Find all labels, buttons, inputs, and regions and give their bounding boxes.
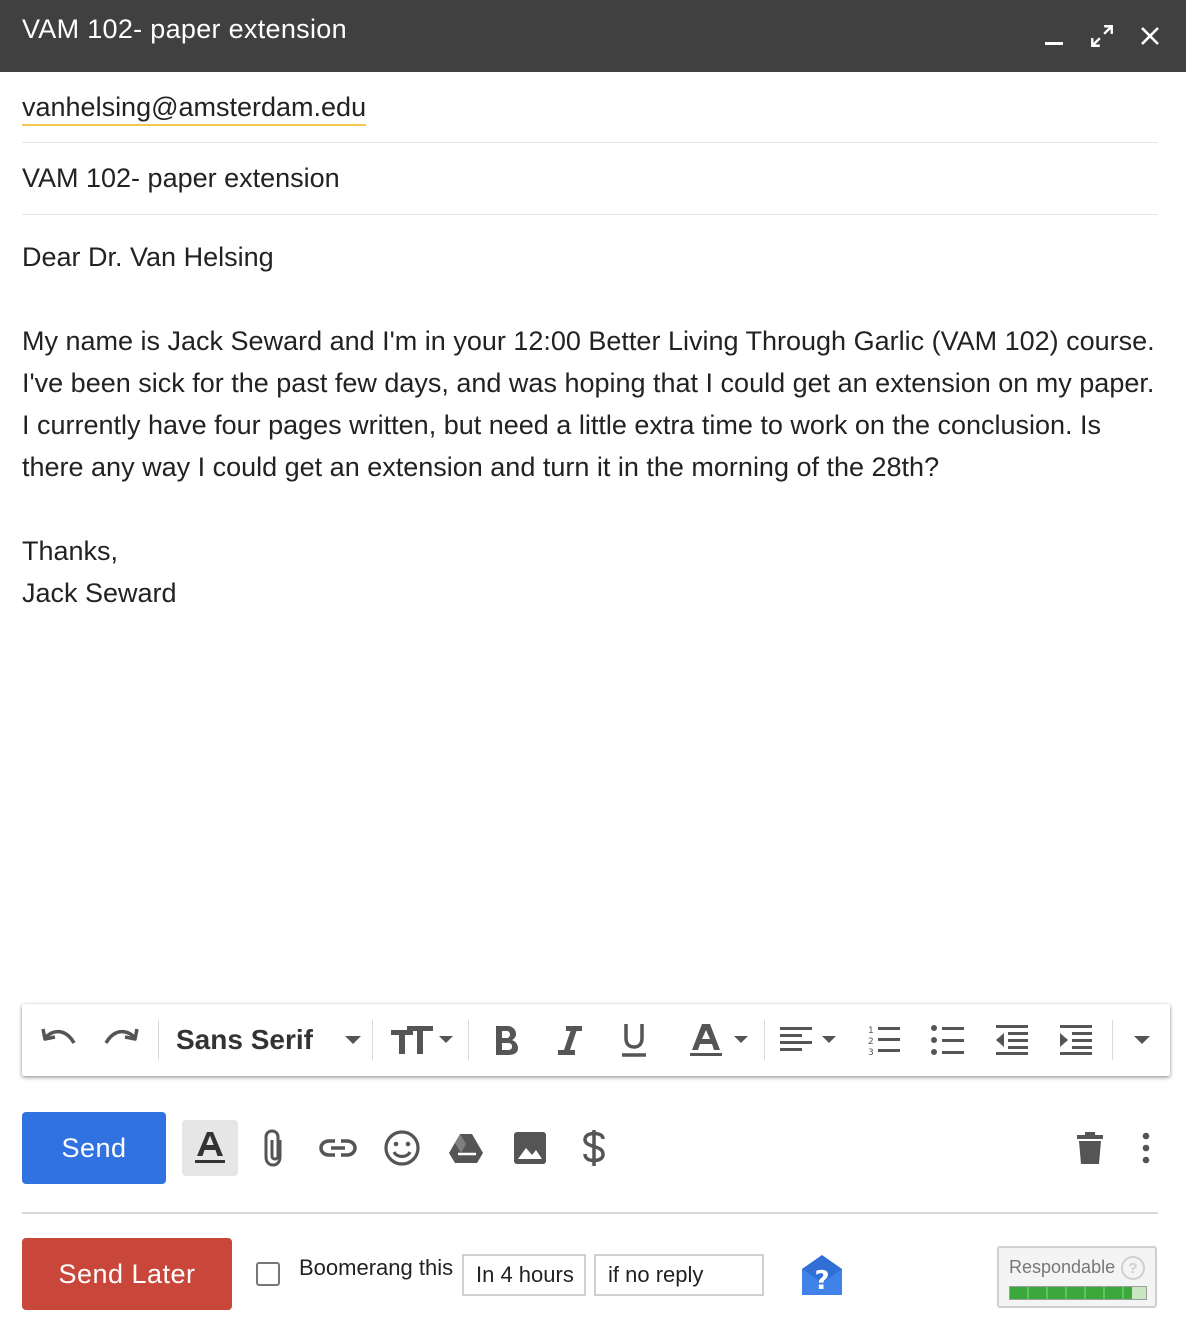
- trash-icon[interactable]: [1062, 1120, 1118, 1176]
- minimize-icon[interactable]: [1036, 18, 1072, 54]
- respondable-widget: [997, 1246, 1157, 1308]
- respondable-label: Respondable: [1009, 1257, 1116, 1277]
- emoji-icon[interactable]: [374, 1120, 430, 1176]
- bold-icon[interactable]: [482, 1018, 530, 1062]
- attach-icon[interactable]: [246, 1120, 302, 1176]
- subject-field[interactable]: [22, 143, 1158, 215]
- body-signature: Jack Seward: [22, 578, 177, 608]
- boomerang-time-select[interactable]: In 4 hours: [462, 1254, 586, 1296]
- message-body[interactable]: [22, 236, 1158, 614]
- font-size-icon[interactable]: [386, 1018, 458, 1062]
- compose-titlebar: [0, 0, 1186, 72]
- numbered-list-icon[interactable]: [860, 1018, 908, 1062]
- more-formatting-icon[interactable]: [1122, 1018, 1162, 1062]
- divider: [22, 1212, 1158, 1214]
- font-family-value: Sans Serif: [176, 1024, 313, 1055]
- italic-icon[interactable]: [546, 1018, 594, 1062]
- boomerang-help-icon[interactable]: [800, 1253, 844, 1297]
- font-dropdown-icon: [344, 1032, 362, 1053]
- formatting-toolbar: [22, 1004, 1170, 1076]
- boomerang-label: Boomerang this: [299, 1255, 454, 1280]
- svg-text:3: 3: [868, 1048, 874, 1057]
- expand-icon[interactable]: [1084, 18, 1120, 54]
- respondable-help-icon[interactable]: ?: [1121, 1256, 1145, 1280]
- underline-icon[interactable]: [610, 1018, 658, 1062]
- subject-input[interactable]: VAM 102- paper extension: [22, 163, 340, 193]
- indent-less-icon[interactable]: [988, 1018, 1036, 1062]
- photo-icon[interactable]: [502, 1120, 558, 1176]
- svg-text:1: 1: [868, 1026, 874, 1036]
- money-icon[interactable]: [566, 1120, 622, 1176]
- undo-icon[interactable]: [34, 1018, 82, 1062]
- close-icon[interactable]: [1132, 18, 1168, 54]
- link-icon[interactable]: [310, 1120, 366, 1176]
- more-options-icon[interactable]: [1118, 1120, 1174, 1176]
- recipient-chip[interactable]: vanhelsing@amsterdam.edu: [22, 92, 366, 126]
- body-closing: Thanks,: [22, 536, 119, 566]
- font-family-select[interactable]: [176, 1018, 362, 1062]
- svg-text:2: 2: [868, 1037, 874, 1047]
- send-button[interactable]: Send: [22, 1112, 166, 1184]
- boomerang-checkbox[interactable]: [256, 1262, 280, 1286]
- body-greeting: Dear Dr. Van Helsing: [22, 242, 274, 272]
- respondable-meter: [1009, 1286, 1147, 1300]
- formatting-options-icon[interactable]: [182, 1120, 238, 1176]
- respondable-meter-fill: [1010, 1287, 1132, 1299]
- boomerang-condition-select[interactable]: if no reply: [594, 1254, 764, 1296]
- send-later-button[interactable]: Send Later: [22, 1238, 232, 1310]
- text-color-icon[interactable]: [672, 1018, 770, 1062]
- drive-icon[interactable]: [438, 1120, 494, 1176]
- svg-text:?: ?: [814, 1266, 830, 1296]
- indent-more-icon[interactable]: [1052, 1018, 1100, 1062]
- window-title: VAM 102- paper extension: [22, 14, 347, 44]
- align-icon[interactable]: [776, 1018, 846, 1062]
- to-field[interactable]: [22, 72, 1158, 143]
- redo-icon[interactable]: [98, 1018, 146, 1062]
- body-paragraph: My name is Jack Seward and I'm in your 12:00 Better Living Through Garlic (VAM 102) course. I've been sick for the past few days, and was hoping that I could get an extension on my paper. I currently have four pages written, but need a little extra time to work on the conclusion. Is there any way I could get an extension and turn it in the morning of the 28th?: [22, 326, 1155, 482]
- bulleted-list-icon[interactable]: [924, 1018, 972, 1062]
